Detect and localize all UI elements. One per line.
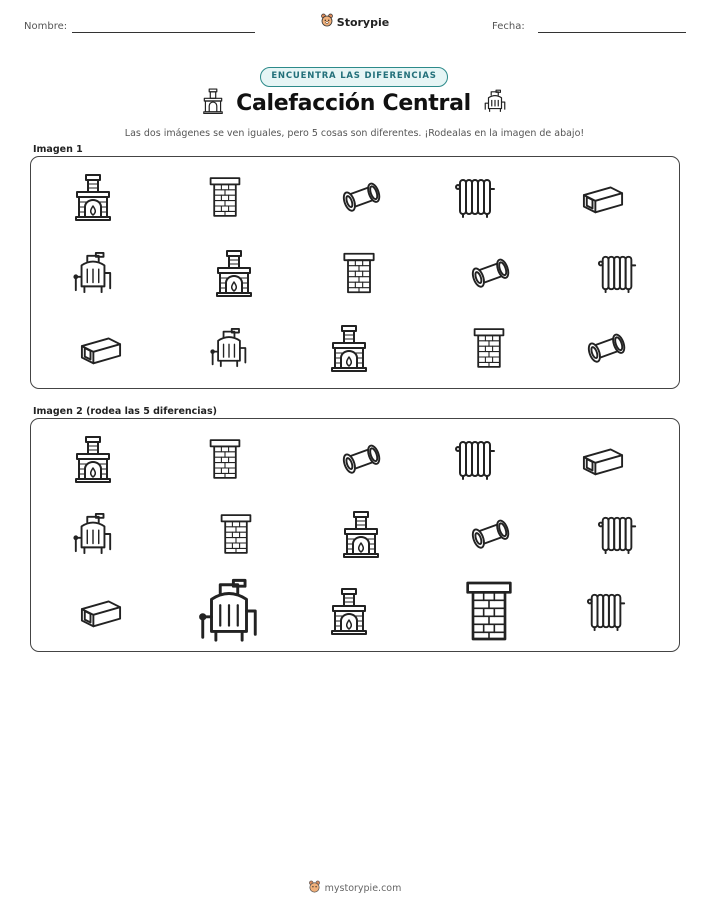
- panel-2[interactable]: [30, 418, 680, 652]
- brand-header: [0, 13, 709, 32]
- name-label: Nombre:: [24, 21, 68, 32]
- name-line[interactable]: [72, 32, 255, 33]
- radiator-icon[interactable]: [454, 435, 498, 483]
- panel-1-label: Imagen 1: [33, 144, 83, 155]
- chimney-icon[interactable]: [207, 175, 243, 219]
- fireplace-icon[interactable]: [73, 434, 113, 484]
- date-label: Fecha:: [492, 21, 525, 32]
- duct-icon[interactable]: [76, 327, 126, 369]
- radiator-icon[interactable]: [586, 588, 628, 634]
- panel-2-label: Imagen 2 (rodea las 5 diferencias): [33, 406, 217, 417]
- chimney-icon[interactable]: [459, 579, 519, 643]
- boiler-icon[interactable]: [72, 249, 114, 297]
- panel-1[interactable]: [30, 156, 680, 389]
- radiator-icon[interactable]: [597, 511, 639, 557]
- chimney-icon[interactable]: [340, 251, 378, 295]
- instructions: Las dos imágenes se ven iguales, pero 5 cosas son diferentes. ¡Rodealas en la imagen de abajo!: [124, 128, 585, 139]
- brand-name: Storypie: [336, 16, 390, 29]
- footer-url: mystorypie.com: [324, 882, 402, 894]
- date-line[interactable]: [538, 32, 686, 33]
- fireplace-icon[interactable]: [341, 509, 381, 559]
- radiator-icon[interactable]: [597, 250, 639, 296]
- duct-icon[interactable]: [76, 590, 126, 632]
- storypie-logo-icon: [320, 13, 334, 32]
- storypie-logo-icon: [308, 880, 321, 896]
- fireplace-icon[interactable]: [73, 172, 113, 222]
- pipe-icon[interactable]: [466, 250, 516, 296]
- chimney-icon[interactable]: [218, 512, 254, 556]
- chimney-icon[interactable]: [471, 326, 507, 370]
- pipe-icon[interactable]: [582, 325, 632, 371]
- pipe-icon[interactable]: [337, 174, 387, 220]
- page-title: Calefacción Central: [236, 91, 471, 116]
- fireplace-icon[interactable]: [329, 586, 369, 636]
- boiler-icon[interactable]: [196, 576, 262, 646]
- fireplace-icon: [202, 88, 224, 119]
- fireplace-icon[interactable]: [214, 248, 254, 298]
- pipe-icon[interactable]: [337, 436, 387, 482]
- radiator-icon[interactable]: [454, 173, 498, 221]
- footer: [0, 880, 709, 898]
- pipe-icon[interactable]: [466, 511, 516, 557]
- boiler-icon[interactable]: [209, 324, 249, 372]
- fireplace-icon[interactable]: [329, 323, 369, 373]
- boiler-icon: [483, 88, 507, 119]
- title-row: [0, 88, 709, 119]
- activity-badge: ENCUENTRA LAS DIFERENCIAS: [260, 67, 448, 87]
- boiler-icon[interactable]: [72, 510, 114, 558]
- chimney-icon[interactable]: [207, 437, 243, 481]
- duct-icon[interactable]: [578, 176, 628, 218]
- duct-icon[interactable]: [578, 438, 628, 480]
